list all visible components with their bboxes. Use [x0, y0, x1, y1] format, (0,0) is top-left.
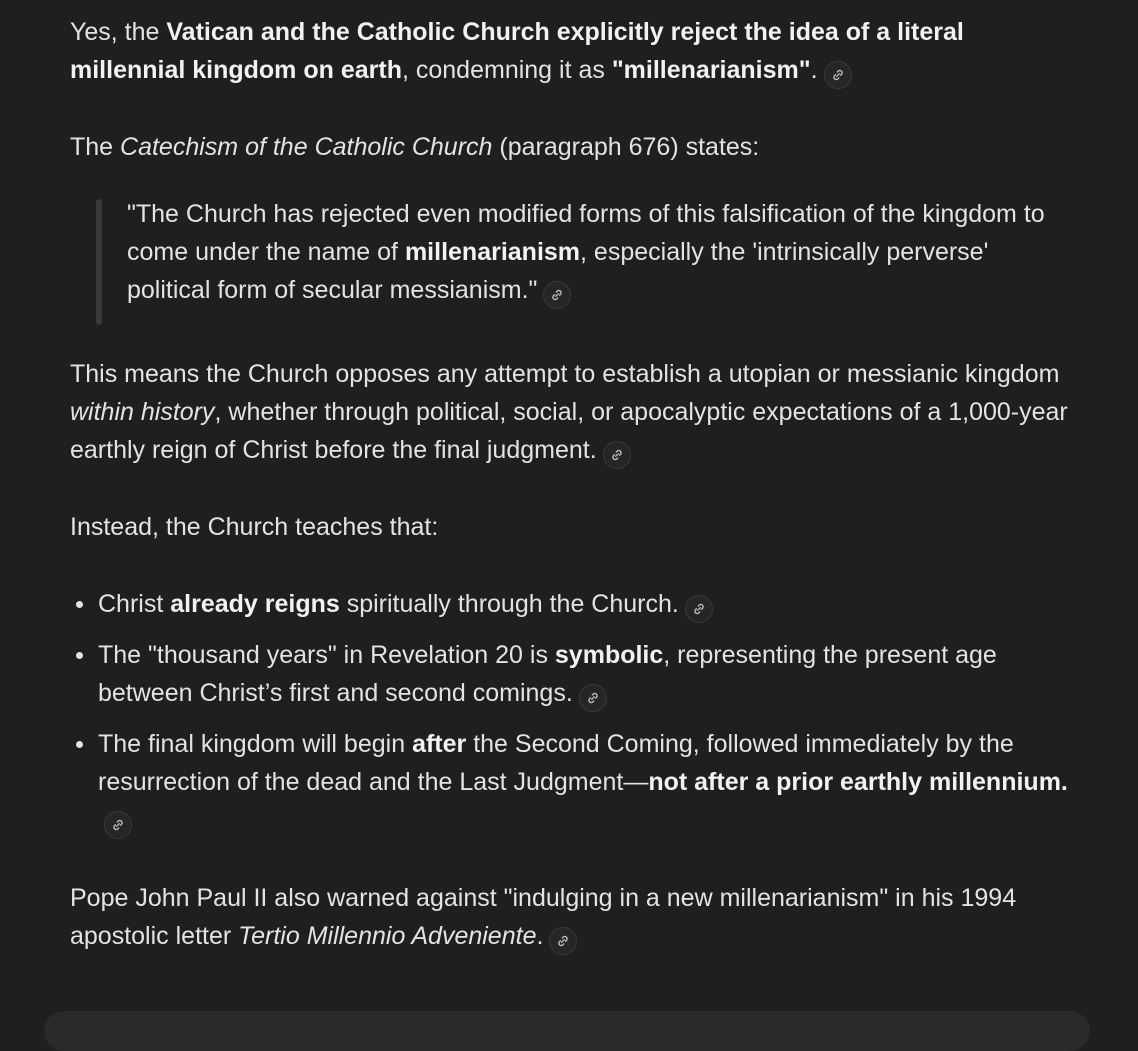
meaning-paragraph: [70, 355, 1070, 469]
bullet: [76, 601, 83, 608]
pope-paragraph: [70, 879, 1070, 955]
source-link-button[interactable]: [543, 281, 571, 309]
link-icon: [111, 818, 125, 832]
link-icon: [831, 68, 845, 82]
list-item: [98, 725, 1070, 839]
intro-paragraph: [70, 13, 1070, 89]
bold-text: Vatican and the Catholic Church explicitly reject the idea of a literal millennial kingdom on earth: [70, 18, 964, 84]
text: Instead, the Church teaches that:: [70, 513, 439, 541]
input-box-top-edge[interactable]: [44, 1011, 1090, 1051]
text: the Second Coming, followed immediately by the resurrection of the dead and the Last Judgment—: [98, 730, 1014, 796]
text: spiritually through the Church.: [339, 590, 679, 618]
source-link-button[interactable]: [104, 811, 132, 839]
source-link-button[interactable]: [824, 61, 852, 89]
list-item: [98, 585, 1070, 623]
source-link-button[interactable]: [549, 927, 577, 955]
text: .: [536, 922, 544, 950]
catechism-paragraph: [70, 128, 1070, 166]
link-icon: [692, 602, 706, 616]
text: Christ: [98, 590, 171, 618]
link-icon: [610, 448, 624, 462]
source-link-button[interactable]: [603, 441, 631, 469]
text: The: [70, 133, 121, 161]
source-link-button[interactable]: [579, 684, 607, 712]
quote-text: [127, 195, 1070, 309]
link-icon: [550, 288, 564, 302]
blockquote: [96, 195, 1070, 309]
teaching-list: [70, 585, 1070, 839]
blockquote-bar: [96, 199, 102, 325]
italic-text: within history: [70, 398, 215, 426]
text: (paragraph 676) states:: [492, 133, 760, 161]
text: Yes, the: [70, 18, 167, 46]
text: The final kingdom will begin: [98, 730, 413, 758]
text: Pope John Paul II also warned against "indulging in a new millenarianism" in his 1994 apostolic letter: [70, 884, 1017, 950]
list-item: [98, 636, 1070, 712]
text: , especially the 'intrinsically perverse' political form of secular messianism.": [127, 238, 989, 304]
italic-text: Catechism of the Catholic Church: [120, 133, 493, 161]
text: , condemning it as: [401, 56, 612, 84]
link-icon: [556, 934, 570, 948]
bold-text: millenarianism: [404, 238, 581, 266]
italic-text: Tertio Millennio Adveniente: [238, 922, 537, 950]
bullet: [76, 652, 83, 659]
bold-text: "millenarianism": [611, 56, 811, 84]
link-icon: [586, 691, 600, 705]
text: This means the Church opposes any attempt to establish a utopian or messianic kingdom: [70, 360, 1060, 388]
text: , representing the present age between Christ’s first and second comings.: [98, 641, 997, 707]
source-link-button[interactable]: [685, 595, 713, 623]
text: , whether through political, social, or apocalyptic expectations of a 1,000-year earthly reign of Christ before the final judgment.: [70, 398, 1068, 464]
bold-text: not after a prior earthly millennium.: [648, 768, 1068, 796]
bold-text: symbolic: [554, 641, 664, 669]
text: "The Church has rejected even modified forms of this falsification of the kingdom to come under the name of: [127, 200, 1045, 266]
bold-text: already reigns: [170, 590, 340, 618]
teaching-intro: [70, 508, 1070, 546]
bold-text: after: [412, 730, 467, 758]
response-content: [70, 13, 1070, 955]
bullet: [76, 741, 83, 748]
text: .: [810, 56, 818, 84]
text: The "thousand years" in Revelation 20 is: [98, 641, 555, 669]
